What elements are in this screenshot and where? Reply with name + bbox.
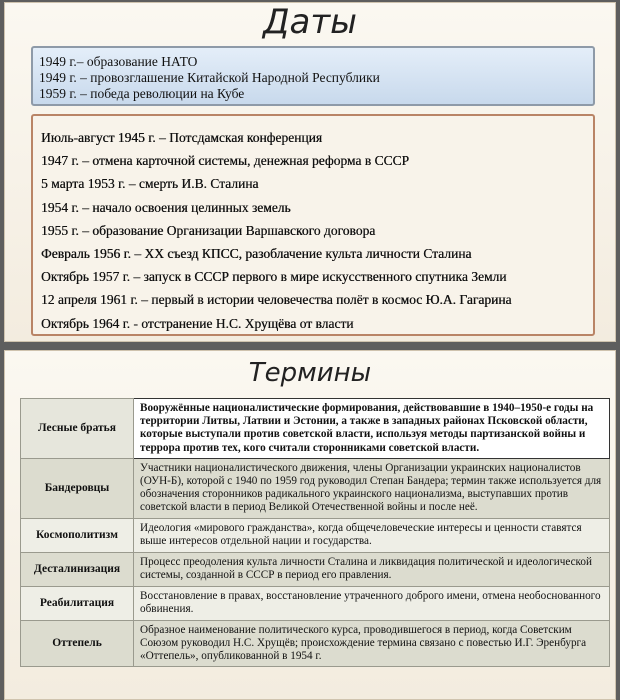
ussr-event-line: Октябрь 1957 г. – запуск в СССР первого в мире искусственного спутника Земли (41, 269, 507, 285)
ussr-events-box (31, 114, 595, 336)
terms-table (20, 398, 610, 667)
definition-cell: Восстановление в правах, восстановление утраченного доброго имени, отмена необоснованного обвинения. (134, 586, 610, 620)
definition-cell: Процесс преодоления культа личности Сталина и ликвидация политической и идеологической системы, созданной в СССР в период его правления. (134, 552, 610, 586)
terms-title: Термины (248, 358, 372, 388)
definition-cell: Участники националистического движения, члены Организации украинских националистов (ОУН-Б), которой с 1940 по 1959 год руководил Степан Бандера; термин также используется для обозначения сторонников радикального украинского национализма, выступавших против советской власти в период Великой Отечественной войны и после неё. (134, 458, 610, 518)
definition-cell: Образное наименование политического курса, проводившегося в период, когда Советским Союзом руководил Н.С. Хрущёв; происхождение термина связано с повестью И.Г. Эренбурга «Оттепель», опубликованной в 1954 г. (134, 620, 610, 667)
table-row (21, 518, 610, 552)
definition-cell: Вооружённые националистические формирования, действовавшие в 1940–1950-е годы на территории Литвы, Латвии и Эстонии, а также в западных районах Псковской области, которые выступали против советской власти, используя методы партизанской войны и террора против тех, кого считали сторонниками советской власти. (134, 399, 610, 459)
dates-title: Даты (262, 2, 358, 42)
ussr-event-line: 5 марта 1953 г. – смерть И.В. Сталина (41, 176, 259, 192)
table-row (21, 458, 610, 518)
world-events-box (31, 46, 595, 106)
definition-cell: Идеология «мирового гражданства», когда общечеловеческие интересы и ценности ставятся выше интересов отдельной нации и государства. (134, 518, 610, 552)
ussr-event-line: Февраль 1956 г. – ХХ съезд КПСС, разоблачение культа личности Сталина (41, 246, 472, 262)
world-event-line: 1949 г. – провозглашение Китайской Народной Республики (39, 70, 380, 85)
term-cell: Реабилитация (21, 586, 134, 620)
world-event-line: 1959 г. – победа революции на Кубе (39, 86, 245, 101)
slide-terms (4, 350, 616, 700)
ussr-event-line: Июль-август 1945 г. – Потсдамская конференция (41, 130, 322, 145)
term-cell: Оттепель (21, 620, 134, 667)
table-row (21, 620, 610, 667)
ussr-event-line: 12 апреля 1961 г. – первый в истории человечества полёт в космос Ю.А. Гагарина (41, 292, 512, 308)
table-row (21, 586, 610, 620)
term-cell: Десталинизация (21, 552, 134, 586)
term-cell: Бандеровцы (21, 458, 134, 518)
world-event-line: 1949 г.– образование НАТО (39, 54, 198, 69)
ussr-event-line: 1954 г. – начало освоения целинных земель (41, 199, 291, 215)
table-row (21, 552, 610, 586)
ussr-event-line: 1955 г. – образование Организации Варшавского договора (41, 222, 376, 238)
ussr-event-line: 1947 г. – отмена карточной системы, денежная реформа в СССР (41, 153, 409, 169)
slide-dates (4, 2, 616, 342)
term-cell: Лесные братья (21, 399, 134, 459)
term-cell: Космополитизм (21, 518, 134, 552)
ussr-event-line: Октябрь 1964 г. - отстранение Н.С. Хрущёва от власти (41, 315, 354, 331)
table-row (21, 399, 610, 459)
